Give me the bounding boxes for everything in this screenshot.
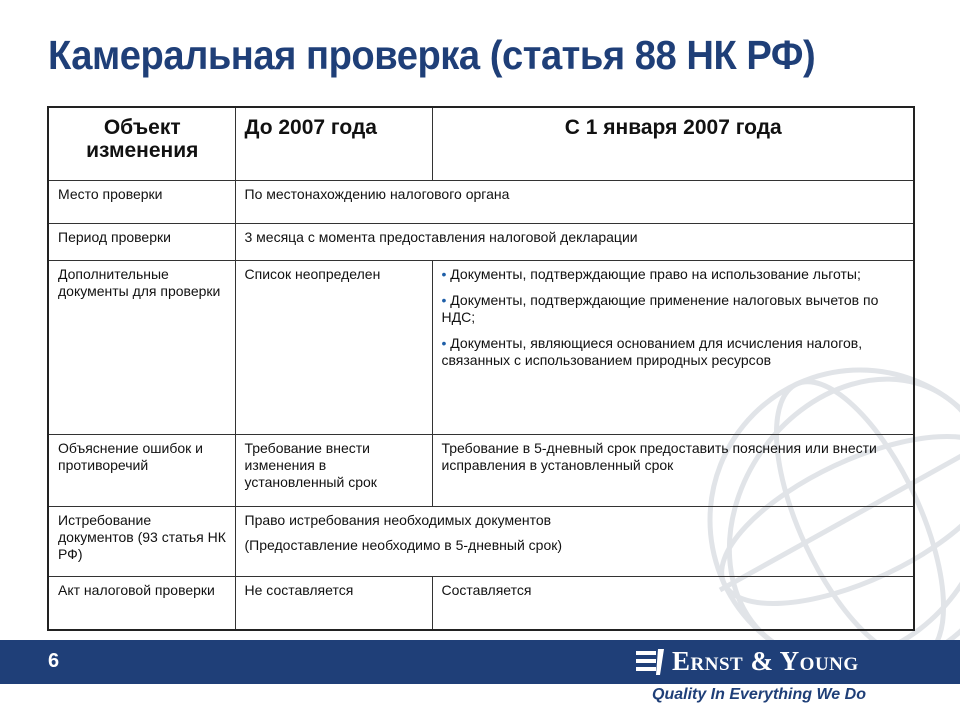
header-before-2007: До 2007 года bbox=[235, 107, 432, 181]
row-object: Место проверки bbox=[48, 181, 235, 224]
row-before-value: Список неопределен bbox=[235, 261, 432, 435]
header-object: Объект изменения bbox=[48, 107, 235, 181]
header-after-2007: С 1 января 2007 года bbox=[432, 107, 914, 181]
table-row bbox=[48, 224, 914, 261]
table-row bbox=[48, 577, 914, 631]
row-merged-value bbox=[235, 507, 914, 577]
merged-line: Право истребования необходимых документов bbox=[244, 512, 552, 528]
tagline: Quality In Everything We Do bbox=[652, 686, 866, 703]
table-row bbox=[48, 435, 914, 507]
row-object: Дополнительные документы для проверки bbox=[48, 261, 235, 435]
list-item: • Документы, подтверждающие применение налоговых вычетов по НДС; bbox=[441, 292, 879, 325]
table-row bbox=[48, 261, 914, 435]
bullet-icon: • bbox=[441, 266, 447, 282]
row-after-value: Требование в 5-дневный срок предоставить пояснения или внести исправления в установленный срок bbox=[432, 435, 914, 507]
row-object: Объяснение ошибок и противоречий bbox=[48, 435, 235, 507]
slide-title: Камеральная проверка (статья 88 НК РФ) bbox=[48, 32, 816, 78]
page-number: 6 bbox=[48, 650, 60, 672]
row-object: Акт налоговой проверки bbox=[48, 577, 235, 631]
list-item: • Документы, являющиеся основанием для исчисления налогов, связанных с использованием природных ресурсов bbox=[441, 335, 863, 368]
list-item: • Документы, подтверждающие право на использование льготы; bbox=[441, 266, 861, 282]
merged-line: (Предоставление необходимо в 5-дневный срок) bbox=[244, 537, 563, 553]
table-row bbox=[48, 507, 914, 577]
row-object: Истребование документов (93 статья НК РФ) bbox=[48, 507, 235, 577]
row-before-value: Требование внести изменения в установленный срок bbox=[235, 435, 432, 507]
ernst-young-logo-mark bbox=[636, 649, 664, 675]
row-after-list bbox=[432, 261, 914, 435]
table-header-row bbox=[48, 107, 914, 181]
row-object: Период проверки bbox=[48, 224, 235, 261]
bullet-icon: • bbox=[441, 292, 447, 308]
row-merged-value: 3 месяца с момента предоставления налоговой декларации bbox=[235, 224, 914, 261]
table-row bbox=[48, 181, 914, 224]
row-before-value: Не составляется bbox=[235, 577, 432, 631]
logo-text: Ernst & Young bbox=[672, 646, 859, 676]
tax-audit-table bbox=[47, 106, 915, 631]
bullet-icon: • bbox=[441, 335, 447, 351]
company-logo bbox=[636, 646, 859, 677]
row-after-value: Составляется bbox=[432, 577, 914, 631]
row-merged-value: По местонахождению налогового органа bbox=[235, 181, 914, 224]
